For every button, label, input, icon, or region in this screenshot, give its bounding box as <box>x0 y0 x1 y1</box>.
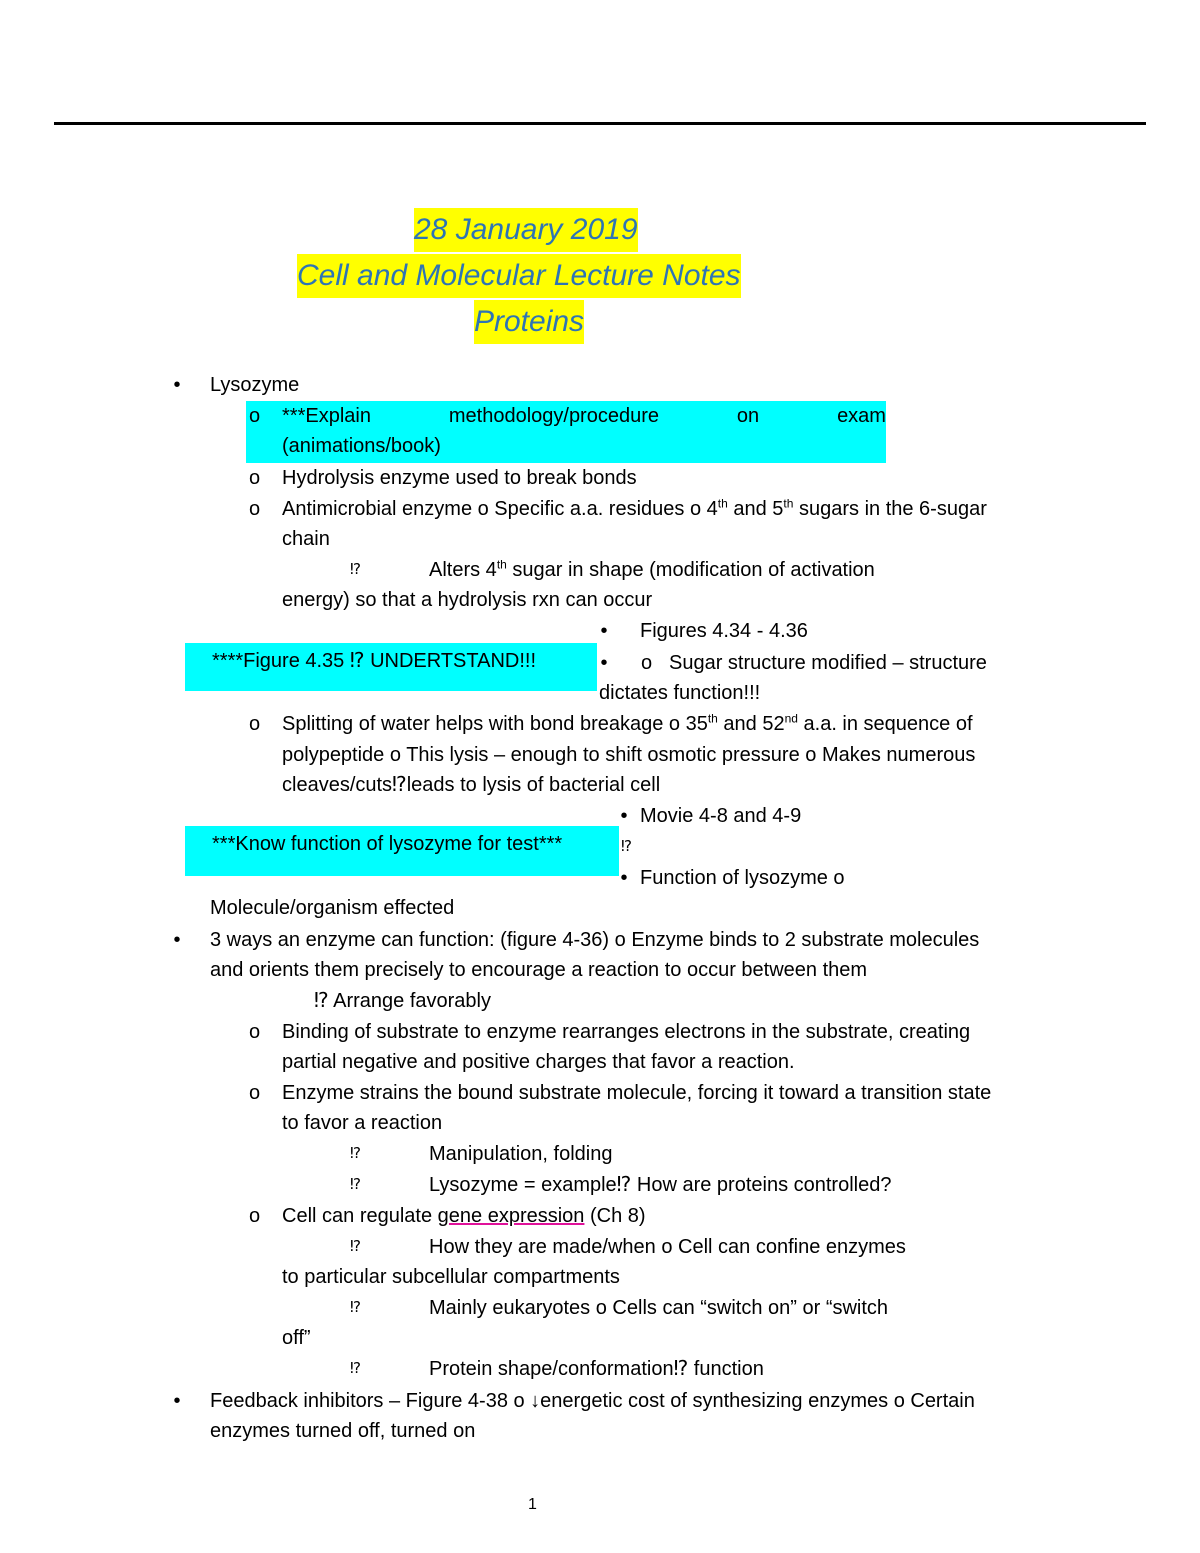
cleaves-line: cleaves/cuts⁉leads to lysis of bacterial cell <box>282 774 661 796</box>
arrow-symbol: ⁉ <box>350 1176 361 1193</box>
binding-line: Binding of substrate to enzyme rearranges electrons in the substrate, creating <box>282 1021 971 1043</box>
splitting-line: Splitting of water helps with bond breakage o 35th and 52nd a.a. in sequence of <box>282 711 973 735</box>
lysozyme-heading: Lysozyme <box>210 374 300 396</box>
bullet-circle: o <box>249 1082 261 1104</box>
arrow-symbol: ⁉ <box>350 561 361 578</box>
figure435-note: ****Figure 4.35 ⁉ UNDERTSTAND!!! <box>212 650 537 672</box>
lysozyme-example-line: Lysozyme = example⁉ How are proteins controlled? <box>429 1174 892 1196</box>
bullet-dot: • <box>620 805 628 827</box>
dictates-line: dictates function!!! <box>599 682 761 704</box>
strains-line: Enzyme strains the bound substrate molecule, forcing it toward a transition state <box>282 1082 992 1104</box>
explain-word: exam <box>837 405 886 427</box>
explain-word: ***Explain <box>282 405 371 427</box>
date-title: 28 January 2019 <box>414 208 638 252</box>
arrow-symbol: ⁉ <box>350 1360 361 1377</box>
alters-line2: energy) so that a hydrolysis rxn can occur <box>282 589 653 611</box>
bullet-circle: o <box>249 405 261 427</box>
bullet-dot: • <box>620 867 628 889</box>
alters-line: Alters 4th sugar in shape (modification of activation <box>429 557 875 581</box>
manipulation-line: Manipulation, folding <box>429 1143 613 1165</box>
strains-line2: to favor a reaction <box>282 1112 443 1134</box>
course-title: Cell and Molecular Lecture Notes <box>297 254 741 298</box>
bullet-circle: o <box>249 1021 261 1043</box>
mainly-line: Mainly eukaryotes o Cells can “switch on” or “switch <box>429 1297 889 1319</box>
arrow-symbol: ⁉ <box>350 1299 361 1316</box>
figures-line: Figures 4.34 - 4.36 <box>640 620 808 642</box>
page-number: 1 <box>528 1496 537 1513</box>
polypeptide-line: polypeptide o This lysis – enough to shift osmotic pressure o Makes numerous <box>282 744 976 766</box>
feedback-line: Feedback inhibitors – Figure 4-38 o ↓energetic cost of synthesizing enzymes o Certain <box>210 1390 975 1412</box>
bullet-dot: • <box>600 652 608 674</box>
molecule-line: Molecule/organism effected <box>210 897 455 919</box>
bullet-dot: • <box>173 1390 181 1412</box>
know-function-note: ***Know function of lysozyme for test*** <box>212 833 563 855</box>
binding-line2: partial negative and positive charges that favor a reaction. <box>282 1051 795 1073</box>
explain-word: methodology/procedure <box>448 405 659 427</box>
arrange-line: ⁉ Arrange favorably <box>314 990 491 1012</box>
regulate-line: Cell can regulate gene expression (Ch 8) <box>282 1205 646 1227</box>
function-of-line: Function of lysozyme o <box>640 867 845 889</box>
arrow-symbol: ⁉ <box>350 1145 361 1162</box>
bullet-circle: o <box>249 467 261 489</box>
movie-line: Movie 4-8 and 4-9 <box>640 805 802 827</box>
arrow-symbol: ⁉ <box>621 838 632 855</box>
hydrolysis-line: Hydrolysis enzyme used to break bonds <box>282 467 637 489</box>
header-rule <box>54 122 1146 125</box>
bullet-dot: • <box>600 620 608 642</box>
mainly-line2: off” <box>282 1327 311 1349</box>
bullet-circle: o <box>249 498 261 520</box>
feedback-line2: enzymes turned off, turned on <box>210 1420 476 1442</box>
topic-title: Proteins <box>474 300 584 344</box>
protein-shape-line: Protein shape/conformation⁉ function <box>429 1358 764 1380</box>
arrow-symbol: ⁉ <box>350 1238 361 1255</box>
explain-line2: (animations/book) <box>282 435 441 457</box>
explain-line <box>282 401 886 431</box>
explain-word: on <box>736 405 760 427</box>
three-ways-line2: and orients them precisely to encourage a reaction to occur between them <box>210 959 868 981</box>
how-made-line: How they are made/when o Cell can confine enzymes <box>429 1236 906 1258</box>
gene-expression-underlined: gene expression <box>437 1205 585 1227</box>
bullet-circle: o <box>249 713 261 735</box>
bullet-dot: • <box>173 929 181 951</box>
how-made-line2: to particular subcellular compartments <box>282 1266 620 1288</box>
antimicrobial-line2: chain <box>282 528 330 550</box>
antimicrobial-line: Antimicrobial enzyme o Specific a.a. residues o 4th and 5th sugars in the 6-sugar <box>282 496 987 520</box>
sugar-structure-line: Sugar structure modified – structure <box>669 652 987 674</box>
three-ways-line: 3 ways an enzyme can function: (figure 4-36) o Enzyme binds to 2 substrate molecules <box>210 929 980 951</box>
bullet-circle: o <box>249 1205 261 1227</box>
bullet-circle: o <box>641 652 653 674</box>
bullet-dot: • <box>173 374 181 396</box>
